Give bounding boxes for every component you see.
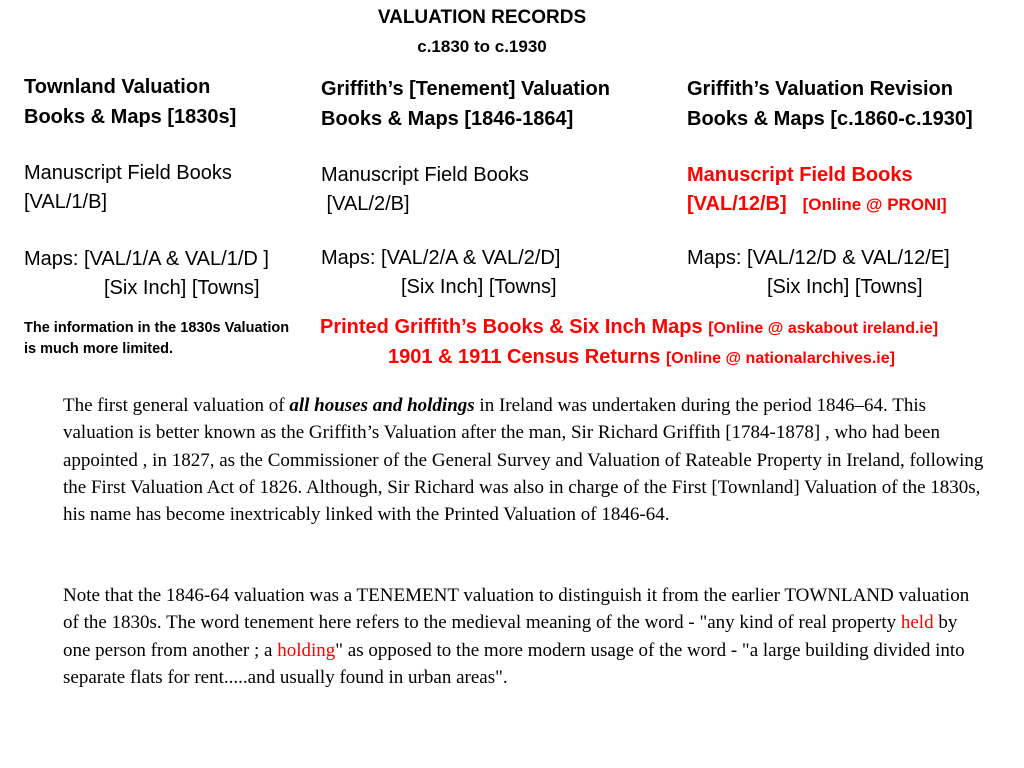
page-title: VALUATION RECORDS: [377, 7, 587, 28]
maps-ref: Maps: [VAL/12/D & VAL/12/E]: [687, 247, 950, 269]
column-heading: Books & Maps [1830s]: [24, 106, 237, 128]
census-line: [388, 346, 895, 369]
maps-types: [Six Inch] [Towns]: [401, 276, 557, 298]
column-heading: Books & Maps [1846-1864]: [321, 108, 574, 130]
maps-types: [Six Inch] [Towns]: [767, 276, 923, 298]
census-label: 1901 & 1911 Census Returns: [388, 346, 661, 368]
highlight-held: held: [900, 612, 934, 634]
column-heading: Books & Maps [c.1860-c.1930]: [687, 108, 973, 130]
emphasis-text: all houses and holdings: [289, 395, 475, 416]
paragraph-text: in Ireland was undertaken during the period 1846–64. This valuation is better known as the Griffith’s Valuation after the man, Sir Richard Griffith [1784-1878] , who had been appointed , in 1827, as the Commissioner of the General Survey and Valuation of Rateable Property in Ireland, following the First Valuation Act of 1826. Although, Sir Richard was also in charge of the First [Townland] Valuation of the 1830s, his name has become inextricably linked with the Printed Valuation of 1846-64.: [63, 395, 984, 526]
paragraph-text: Note that the 1846-64 valuation was a TENEMENT valuation to distinguish it from the earlier TOWNLAND valuation of the 1830s. The word tenement here refers to the medieval meaning of the word - "any kind of real property: [63, 585, 970, 634]
printed-griffith-line: [320, 316, 938, 339]
field-books-ref-row: [687, 190, 1017, 219]
limited-info-note: The information in the 1830s Valuation is much more limited.: [24, 320, 290, 357]
paragraph-text: by one person from another ; a: [63, 612, 958, 661]
column-revision: [687, 74, 1017, 302]
column-griffith-tenement: [321, 74, 671, 302]
maps-types: [Six Inch] [Towns]: [104, 277, 260, 299]
maps-ref: Maps: [VAL/1/A & VAL/1/D ]: [24, 248, 269, 270]
column-townland: [24, 72, 314, 303]
askaboutireland-link[interactable]: [Online @ askabout ireland.ie]: [708, 320, 939, 337]
intro-paragraph: [63, 392, 988, 528]
field-books-label: Manuscript Field Books: [687, 164, 913, 186]
field-books-label: Manuscript Field Books: [321, 164, 529, 186]
paragraph-text: The first general valuation of: [63, 395, 290, 416]
field-books-ref: [VAL/12/B]: [687, 193, 787, 215]
tenement-note-paragraph: [63, 582, 988, 691]
printed-griffith-label: Printed Griffith’s Books & Six Inch Maps: [320, 316, 703, 338]
column-heading: Griffith’s Valuation Revision: [687, 78, 953, 100]
proni-online-link[interactable]: [Online @ PRONI]: [802, 195, 947, 214]
field-books-label: Manuscript Field Books: [24, 162, 232, 184]
nationalarchives-link[interactable]: [Online @ nationalarchives.ie]: [665, 350, 895, 367]
column-heading: Griffith’s [Tenement] Valuation: [321, 78, 610, 100]
highlight-holding: holding: [277, 639, 336, 661]
paragraph-text: " as opposed to the more modern usage of the word - "a large building divided into separate flats for rent.....and usually found in urban areas".: [63, 639, 965, 688]
field-books-ref: [VAL/1/B]: [24, 191, 108, 213]
column-heading: Townland Valuation: [24, 76, 211, 98]
field-books-ref: [VAL/2/B]: [321, 193, 410, 215]
maps-ref: Maps: [VAL/2/A & VAL/2/D]: [321, 247, 561, 269]
page-subtitle: c.1830 to c.1930: [417, 37, 547, 56]
